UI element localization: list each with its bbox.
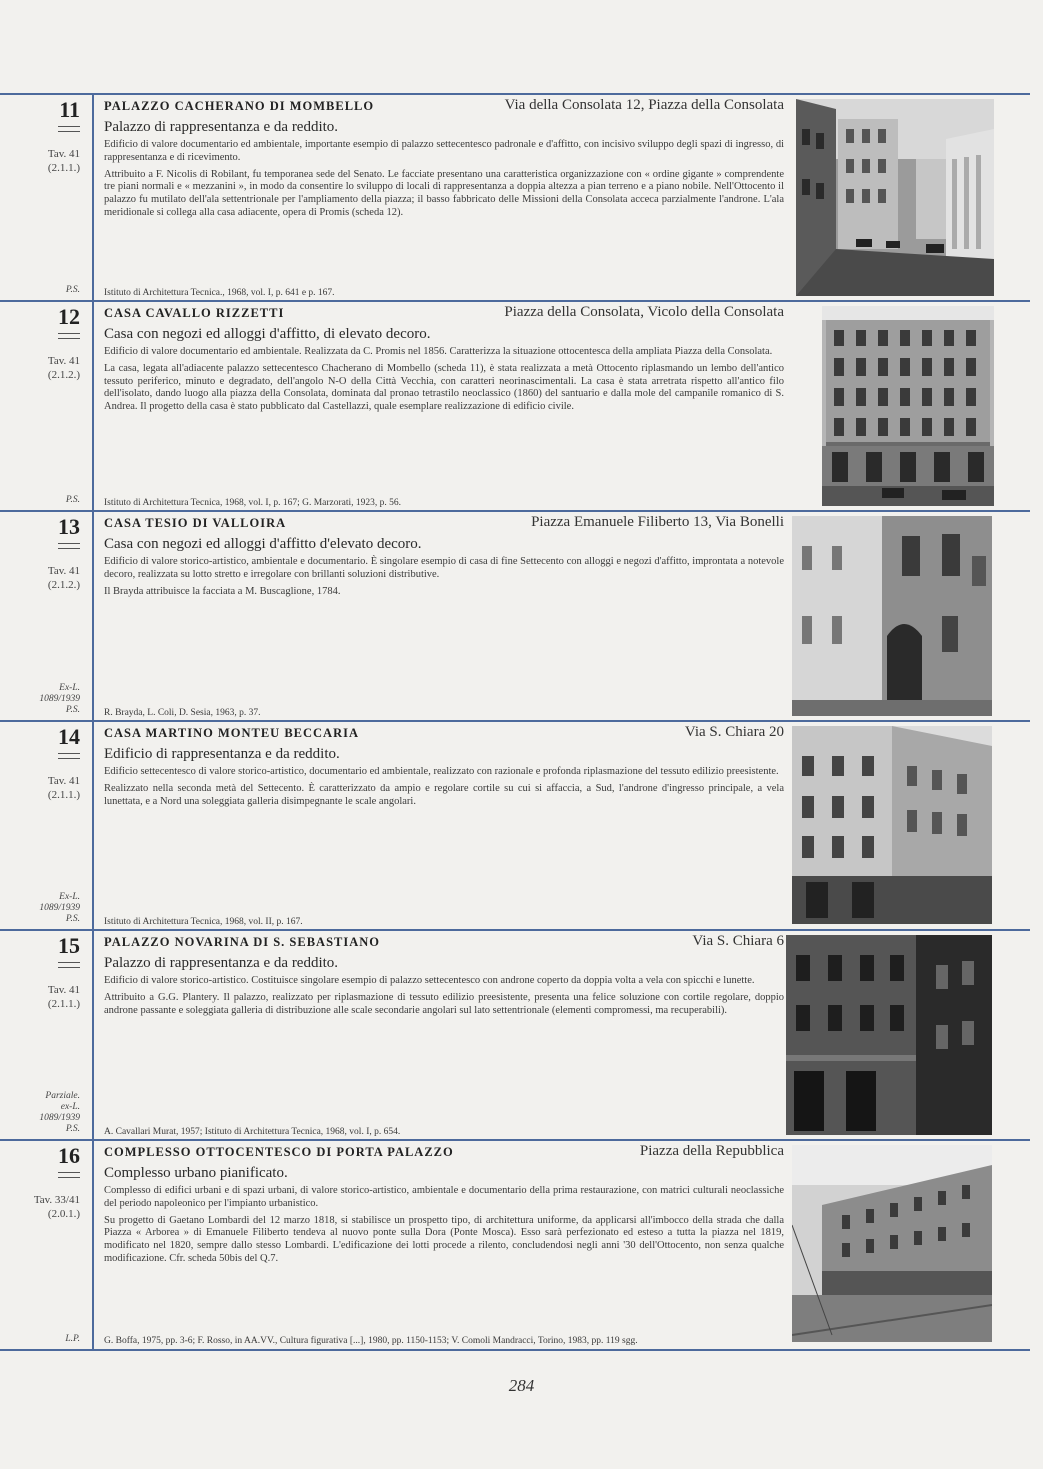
number-underline [58,333,80,339]
number-underline [58,962,80,968]
protection-line: P.S. [65,495,80,505]
bibliography-reference: A. Cavallari Murat, 1957; Istituto di Architettura Tecnica, 1968, vol. I, p. 654. [104,1127,401,1137]
entry-11 [0,95,1030,300]
protection-note [39,1091,80,1135]
protection-line: P.S. [65,705,80,715]
protection-note [66,285,80,296]
protection-line: Parziale. [45,1091,80,1101]
building-photo [822,306,994,506]
entry-sidebar [0,95,88,300]
protection-line: 1089/1939 [39,1113,80,1123]
building-type: Complesso urbano pianificato. [104,1165,288,1181]
tav-label: Tav. 41 [47,355,80,367]
entry-text [104,302,784,414]
building-title: CASA TESIO DI VALLOIRA [104,516,287,530]
building-photo [786,935,992,1135]
bibliography-reference: G. Boffa, 1975, pp. 3-6; F. Rosso, in AA.VV., Cultura figurativa [...], 1980, pp. 1150-1153; V. Comoli Mandracci, Torino, 1983, pp. 119 sgg. [104,1336,638,1346]
entry-12 [0,302,1030,510]
building-photo [792,1145,992,1342]
entry-number: 15 [58,933,80,958]
building-title: CASA MARTINO MONTEU BECCARIA [104,726,360,740]
tav-label: Tav. 41 [47,775,80,787]
building-title: CASA CAVALLO RIZZETTI [104,306,285,320]
building-type: Casa con negozi ed alloggi d'affitto, di elevato decoro. [104,326,431,342]
tav-label: Tav. 33/41 [33,1194,80,1206]
entry-heading [104,931,784,951]
description-paragraph: Edificio di valore storico-artistico. Costituisce singolare esempio di palazzo settecentesco con androne coperto da doppia volta a vela con spicchi e lunette. [104,975,755,986]
protection-note [39,892,80,925]
description-paragraph: Realizzato nella seconda metà del Settecento. È caratterizzato da ampio e regolare cortile su cui si affaccia, a Sud, l'androne d'ingresso principale, a vela lunettata, e a Nord una soleggiata galleria disimpegnante le scale angolari. [104,782,784,807]
number-underline [58,543,80,549]
entry-text [104,512,784,598]
building-type: Casa con negozi ed alloggi d'affitto d'elevato decoro. [104,536,422,552]
facade-photo-illustration [822,306,994,506]
entry-14 [0,722,1030,929]
page-number: 284 [508,1376,535,1395]
building-photo [792,516,992,716]
building-address: Piazza della Consolata, Vicolo della Consolata [504,304,784,320]
entry-sidebar [0,512,88,720]
protection-note [66,495,80,506]
number-underline [58,126,80,132]
description-paragraph: Attribuito a F. Nicolis di Robilant, fu temporanea sede del Senato. Le facciate presentano una caratteristica organizzazione con « ordine gigante » comprendente tre piani normali e « mezzanini », in modo da consentire lo sviluppo di locali di rappresentanza a doppia altezza a pian terreno e a piano nobile. Nell'Ottocento il palazzo fu mutilato dell'ala settentrionale per l'ampliamento della piazza; il basso fabbricato delle Missioni della Consolata acceca parzialmente l'androne. L'ala meridionale si collega alla casa adiacente, opera di Promis (scheda 12). [104,168,784,218]
description-paragraph: Edificio di valore documentario ed ambientale, importante esempio di palazzo settecentesco padronale e d'affitto, con incisivo sviluppo degli spazi di ingresso, di rappresentanza e di ricevimento. [104,139,784,163]
tav-code: (2.1.1.) [47,789,80,801]
tav-reference [48,354,80,382]
corner-building-photo-illustration [792,726,992,924]
entry-number: 16 [58,1143,80,1168]
building-title: PALAZZO NOVARINA DI S. SEBASTIANO [104,935,380,949]
protection-line: P.S. [65,285,80,295]
entry-number: 14 [58,724,80,749]
piazza-photo-illustration [792,1145,992,1342]
building-type: Palazzo di rappresentanza e da reddito. [104,955,339,971]
tav-code: (2.1.1.) [47,162,80,174]
protection-note [65,1334,80,1345]
building-address: Piazza della Repubblica [639,1143,784,1159]
building-address: Via S. Chiara 6 [692,933,784,949]
entry-heading [104,302,784,322]
number-underline [58,1172,80,1178]
entry-sidebar [0,931,88,1139]
entry-heading [104,95,784,115]
tav-label: Tav. 41 [47,984,80,996]
street-photo-illustration [796,99,994,296]
entry-text [104,95,784,220]
protection-line: 1089/1939 [39,903,80,913]
building-address: Via della Consolata 12, Piazza della Consolata [504,97,784,113]
tav-reference [34,1193,80,1221]
building-title: COMPLESSO OTTOCENTESCO DI PORTA PALAZZO [104,1145,454,1159]
entry-number: 13 [58,514,80,539]
building-title: PALAZZO CACHERANO DI MOMBELLO [104,99,375,113]
entry-sidebar [0,1141,88,1349]
building-photo [796,99,994,296]
description-paragraph: La casa, legata all'adiacente palazzo settecentesco Chacherano di Mombello (scheda 11), è stata realizzata a metà Ottocento riplasmando un lembo dell'antico tessuto periferico, minuto e degradato, dell'angolo N-O della Città Vecchia, con caratteri neorinascimentali. La casa è stata arretrata rispetto all'antico filo dell'isolato, dando luogo alla piazza della Consolata, dominata dal pronao tetrastilo neoclassico (1860) del santuario e dalla mole del campanile romanico di S. Andrea. Il progetto della casa è stato pubblicato dal Castellazzi, quale esemplare realizzazione di edificio civile. [104,362,784,413]
description-paragraph: Edificio di valore documentario ed ambientale. Realizzata da C. Promis nel 1856. Caratterizza la situazione ottocentesca della ampliata Piazza della Consolata. [104,346,773,357]
entry-text [104,931,784,1017]
entry-text [104,722,784,808]
divider-rule [0,1349,1030,1351]
tav-reference [48,564,80,592]
protection-line: 1089/1939 [39,694,80,704]
protection-line: Ex-L. [59,892,80,902]
tav-reference [48,774,80,802]
tav-label: Tav. 41 [47,565,80,577]
tav-code: (2.0.1.) [47,1208,80,1220]
entry-heading [104,722,784,742]
protection-line: P.S. [65,914,80,924]
protection-note [39,683,80,716]
protection-line: Ex-L. [59,683,80,693]
tav-reference [48,147,80,175]
tav-code: (2.1.2.) [47,579,80,591]
entry-sidebar [0,302,88,510]
entry-16 [0,1141,1030,1349]
bibliography-reference: R. Brayda, L. Coli, D. Sesia, 1963, p. 37. [104,708,261,718]
building-address: Piazza Emanuele Filiberto 13, Via Bonelli [531,514,784,530]
entry-sidebar [0,722,88,929]
description-paragraph: Edificio settecentesco di valore storico-artistico, documentario ed ambientale, realizzato con razionale e profonda riplasmazione del tessuto edilizio preesistente. [104,766,779,777]
description-paragraph: Edificio di valore storico-artistico, ambientale e documentario. È singolare esempio di casa di fine Settecento con alloggi e negozi d'affitto, improntata a notevole decoro, realizzata su lotto stretto e irregolare con brillanti soluzioni distributive. [104,556,784,580]
bibliography-reference: Istituto di Architettura Tecnica., 1968, vol. I, p. 641 e p. 167. [104,288,335,298]
entry-15 [0,931,1030,1139]
entry-heading [104,1141,784,1161]
street-corner-photo-illustration [792,516,992,716]
entry-number: 11 [59,97,80,122]
number-underline [58,753,80,759]
building-address: Via S. Chiara 20 [684,724,784,740]
description-paragraph: Complesso di edifici urbani e di spazi urbani, di valore storico-artistico, ambientale e documentario della prima restaurazione, con matrici culturali neoclassiche del periodo napoleonico per l'impianto urbanistico. [104,1185,784,1209]
protection-line: ex-L. [60,1102,80,1112]
building-type: Palazzo di rappresentanza e da reddito. [104,119,339,135]
description-paragraph: Attribuito a G.G. Plantery. Il palazzo, realizzato per riplasmazione di tessuto edilizio preesistente, presenta una felice soluzione con cortile regolare, doppio androne passante e soleggiata galleria di distribuzione alle scale secondarie angolari sul lato settentrionale (elementi compromessi, ma recuperabili). [104,991,784,1016]
tav-code: (2.1.2.) [47,369,80,381]
entry-text [104,1141,784,1266]
description-paragraph: Su progetto di Gaetano Lombardi del 12 marzo 1818, si stabilisce un prospetto tipo, di architettura uniforme, da applicarsi all'imbocco della strada che dalla Piazza « Arborea » di Emanuele Filiberto tendeva al nuovo ponte sulla Dora (Ponte Mosca). Esso sarà perfezionato ed esteso a tutta la piazza nel 1819, modificato nel 1820, sempre dallo stesso Lombardi. L'edificazione dei lotti procede a rilento, concludendosi negli anni '30 dell'Ottocento, non senza qualche modificazione. Cfr. scheda 50bis del Q.7. [104,1214,784,1264]
tav-reference [48,983,80,1011]
bibliography-reference: Istituto di Architettura Tecnica, 1968, vol. II, p. 167. [104,917,303,927]
entry-13 [0,512,1030,720]
tav-label: Tav. 41 [47,148,80,160]
entry-heading [104,512,784,532]
dark-street-photo-illustration [786,935,992,1135]
bibliography-reference: Istituto di Architettura Tecnica, 1968, vol. I, p. 167; G. Marzorati, 1923, p. 56. [104,498,402,508]
building-photo [792,726,992,924]
building-type: Edificio di rappresentanza e da reddito. [104,746,340,762]
protection-line: P.S. [65,1124,80,1134]
description-paragraph: Il Brayda attribuisce la facciata a M. Buscaglione, 1784. [104,585,341,597]
protection-line: L.P. [65,1334,80,1344]
tav-code: (2.1.1.) [47,998,80,1010]
entry-number: 12 [58,304,80,329]
